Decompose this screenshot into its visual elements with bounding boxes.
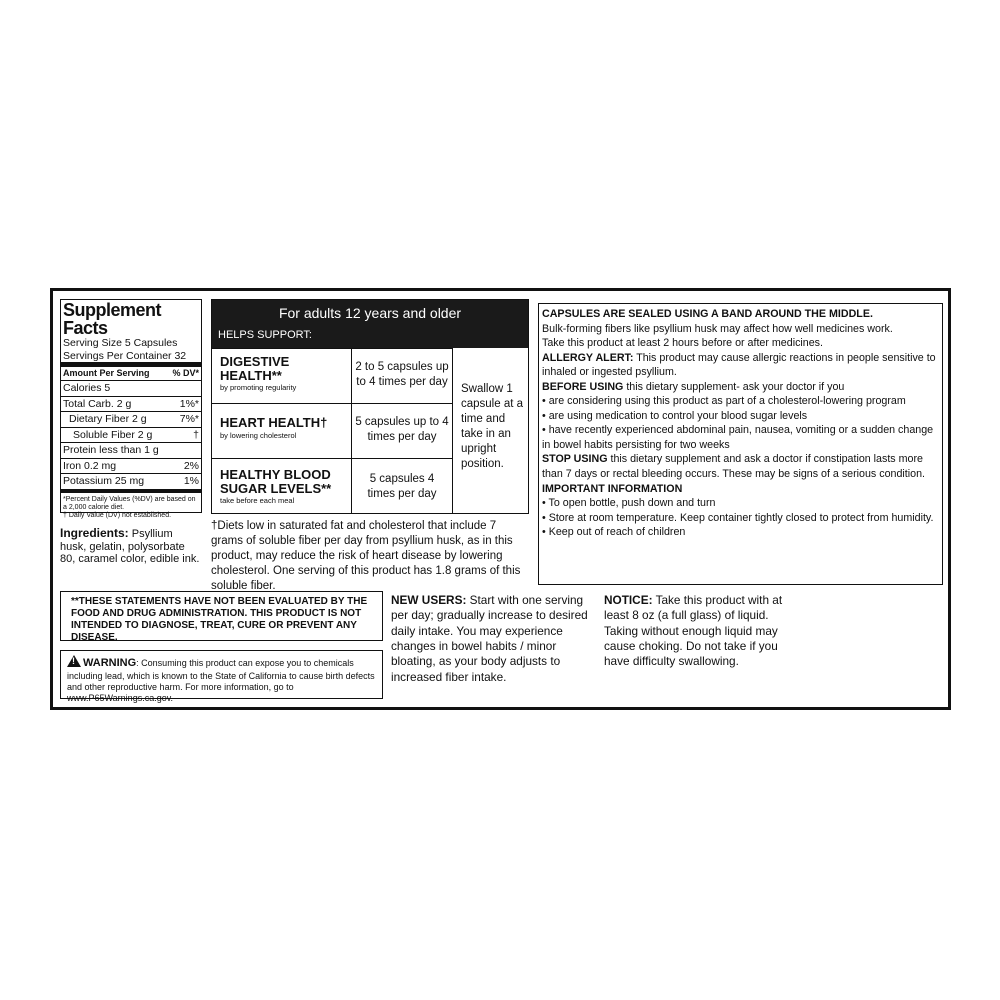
amount-header: Amount Per Serving — [63, 368, 150, 378]
important-bullet: • To open bottle, push down and turn — [542, 497, 716, 510]
nutrient-row: Soluble Fiber 2 g † — [61, 427, 201, 443]
supplement-facts-title: Supplement Facts — [63, 300, 162, 338]
usage-row — [212, 348, 452, 404]
before-using: BEFORE USING this dietary supplement- ask your doctor if you — [542, 380, 845, 393]
before-bullet: • have recently experienced abdominal pain, nausea, vomiting or a sudden change in bowel habits persisting for two weeks — [542, 424, 934, 451]
usage-name: DIGESTIVE HEALTH** — [220, 354, 290, 383]
usage-title: For adults 12 years and older — [278, 305, 462, 321]
usage-row — [212, 403, 452, 459]
nutrient-row: Dietary Fiber 2 g 7%* — [61, 411, 201, 427]
servings-per-container: Servings Per Container 32 — [63, 349, 187, 362]
stop-using: STOP USING this dietary supplement and ask a doctor if constipation lasts more than 7 days or rectal bleeding occurs. These may be signs of a serious condition. — [542, 453, 925, 481]
bulk-text-1: Bulk-forming fibers like psyllium husk may affect how well medicines work. — [542, 322, 893, 335]
important-info-label: IMPORTANT INFORMATION — [542, 482, 683, 495]
nutrient-row: Calories 5 — [61, 380, 201, 396]
supplement-facts-panel — [60, 299, 202, 519]
prop65-warning — [60, 650, 383, 704]
prop65-text: : Consuming this product can expose you to chemicals including lead, which is known to the State of California to cause birth defects and other reproductive harm. For more information, go to www.P65Warnings.ca.gov. — [67, 658, 375, 704]
important-bullet: • Store at room temperature. Keep container tightly closed to protect from humidity. — [542, 511, 934, 524]
new-users-note: NEW USERS: Start with one serving per day; gradually increase to desired daily intake. You may experience changes in bowel habits / minor bloating, as your body adjusts to increased fiber intake. — [391, 593, 588, 684]
product-label — [50, 288, 951, 710]
nutrient-row: Protein less than 1 g — [61, 442, 201, 458]
serving-size: Serving Size 5 Capsules — [63, 337, 178, 349]
nutrient-row: Iron 0.2 mg 2% — [63, 459, 199, 472]
ingredients — [60, 527, 202, 566]
notice-note: NOTICE: Take this product with at least 8 oz (a full glass) of liquid. Taking without enough liquid may cause choking. Do not take if you have difficulty swallowing. — [604, 593, 783, 669]
swallow-instructions: Swallow 1 capsule at a time and take in an upright position. — [452, 348, 528, 513]
usage-table — [211, 299, 529, 514]
before-bullet: • are using medication to control your blood sugar levels — [542, 409, 808, 422]
ingredients-text: Psyllium husk, gelatin, polysorbate 80, caramel color, edible ink. — [60, 528, 200, 566]
prop65-label: WARNING — [83, 657, 137, 669]
usage-desc: take before each meal — [220, 496, 295, 506]
before-bullet: • are considering using this product as part of a cholesterol-lowering program — [542, 395, 906, 408]
nutrient-row: Total Carb. 2 g 1%* — [63, 397, 199, 410]
usage-desc: by lowering cholesterol — [220, 430, 297, 440]
warning-triangle-icon — [67, 655, 81, 667]
nutrient-table-header — [61, 367, 201, 380]
bulk-text-2: Take this product at least 2 hours before or after medicines. — [542, 337, 823, 350]
heart-health-footnote: †Diets low in saturated fat and cholesterol that include 7 grams of soluble fiber per day from psyllium husk, as in this product, may reduce the risk of heart disease by lowering cholesterol. One serving of this product has 1.8 grams of this soluble fiber. — [211, 520, 521, 592]
usage-header — [212, 300, 528, 348]
usage-dose: 5 capsules up to 4 times per day — [351, 404, 452, 459]
usage-row — [212, 458, 452, 514]
warnings-panel — [538, 303, 943, 585]
usage-dose: 2 to 5 capsules up to 4 times per day — [351, 349, 452, 404]
facts-footnote: *Percent Daily Values (%DV) are based on a 2,000 calorie diet. † Daily Value (DV) not established. — [61, 489, 201, 521]
usage-name: HEALTHY BLOOD SUGAR LEVELS** — [220, 467, 332, 496]
sealed-notice: CAPSULES ARE SEALED USING A BAND AROUND THE MIDDLE. — [542, 308, 873, 320]
dv-header: % DV* — [172, 368, 199, 378]
fda-disclaimer: **THESE STATEMENTS HAVE NOT BEEN EVALUATED BY THE FOOD AND DRUG ADMINISTRATION. THIS PRODUCT IS NOT INTENDED TO DIAGNOSE, TREAT, CURE OR PREVENT ANY DISEASE. — [60, 591, 383, 641]
nutrient-row: Potassium 25 mg 1% — [63, 475, 199, 487]
usage-name: HEART HEALTH† — [220, 415, 328, 430]
usage-dose: 5 capsules 4 times per day — [351, 459, 452, 514]
allergy-alert: ALLERGY ALERT: This product may cause allergic reactions in people sensitive to inhaled or ingested psyllium. — [542, 351, 936, 379]
usage-desc: by promoting regularity — [220, 383, 297, 393]
ingredients-label: Ingredients: — [60, 526, 129, 540]
important-bullet: • Keep out of reach of children — [542, 526, 686, 539]
helps-support-label: HELPS SUPPORT: — [218, 329, 312, 341]
